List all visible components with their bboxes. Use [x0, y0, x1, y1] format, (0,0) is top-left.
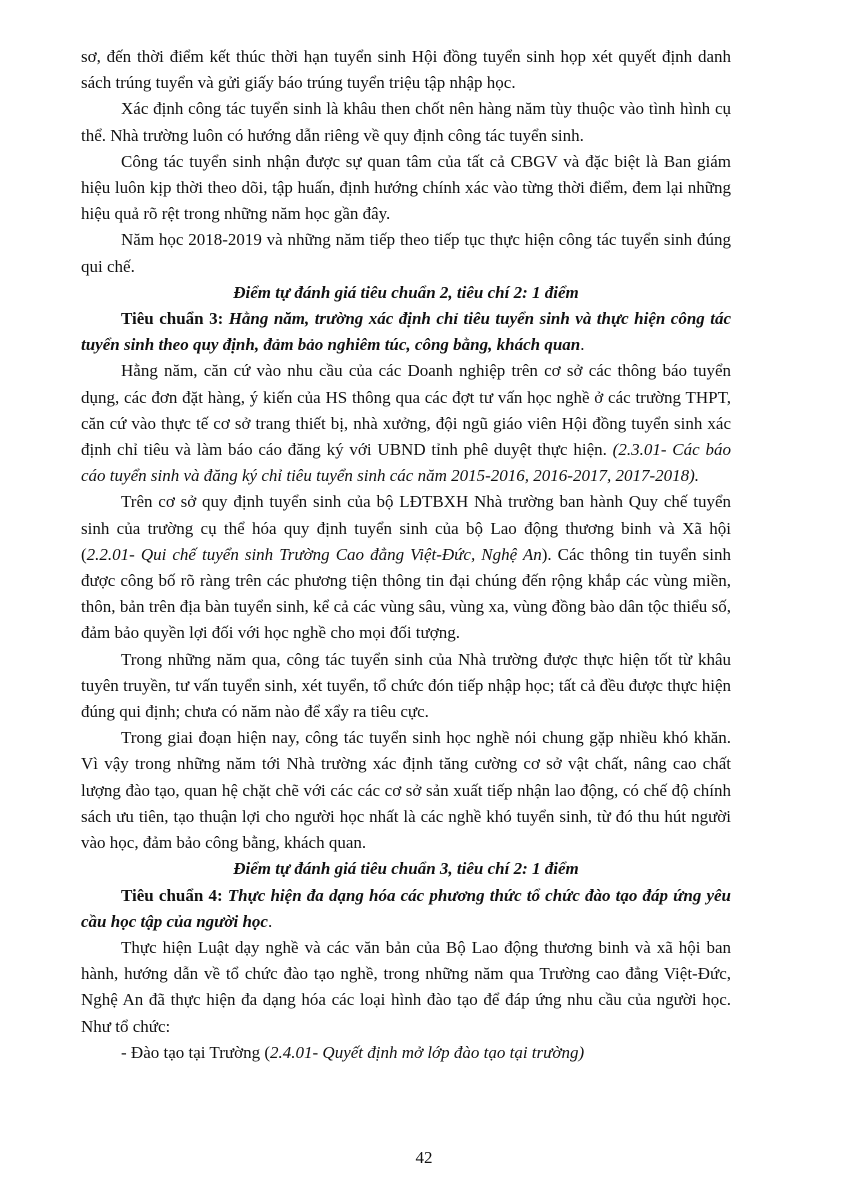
paragraph-3: Công tác tuyển sinh nhận được sự quan tâm của tất cả CBGV và đặc biệt là Ban giám hiệu luôn kịp thời theo dõi, tập huấn, định hướng chính xác vào từng thời điểm, đem lại những hiệu quả rõ rệt trong những năm học gần đây. [81, 151, 731, 224]
paragraph-4: Năm học 2018-2019 và những năm tiếp theo tiếp tục thực hiện công tác tuyển sinh đúng qui chế. [81, 230, 731, 276]
paragraph-6-text-b: ). Các thông tin tuyển sinh được công bố rõ ràng trên các phương tiện thông tin đại chúng đến rộng khắp các vùng miền, thôn, bản trên địa bàn tuyển sinh, kể cả các vùng sâu, vùng xa, vùng đồng bào dân tộc thiểu số, đảm bảo quyền lợi đối với học nghề cho mọi đối tượng. [81, 544, 731, 643]
standard-3-title: Hằng năm, trường xác định chỉ tiêu tuyển sinh và thực hiện công tác tuyển sinh theo quy định, đảm bảo nghiêm túc, công bằng, khách quan [81, 309, 731, 355]
paragraph-5 [81, 358, 731, 489]
document-body [81, 44, 731, 1066]
paragraph-6-reference: 2.2.01- Qui chế tuyển sinh Trường Cao đẳng Việt-Đức, Nghệ An [86, 544, 542, 564]
standard-3-label: Tiêu chuẩn 3: [121, 309, 229, 329]
page-number: 42 [415, 1148, 433, 1167]
paragraph-6-text-a: Trên cơ sở quy định tuyển sinh của bộ LĐTBXH Nhà trường ban hành Quy chế tuyển sinh của trường cụ thể hóa quy định tuyển sinh của bộ Lao động thương binh và Xã hội ( [81, 492, 731, 564]
paragraph-9: Thực hiện Luật dạy nghề và các văn bản của Bộ Lao động thương binh và xã hội ban hành, hướng dẫn về tổ chức đào tạo nghề, trong những năm qua Trường cao đẳng Việt-Đức, Nghệ An đã thực hiện đa dạng hóa các loại hình đào tạo để đáp ứng nhu cầu của người học. Như tổ chức: [81, 937, 731, 1036]
paragraph-1: sơ, đến thời điểm kết thúc thời hạn tuyển sinh Hội đồng tuyển sinh họp xét quyết định danh sách trúng tuyển và gửi giấy báo trúng tuyển triệu tập nhập học. [81, 47, 731, 93]
standard-3-end: . [580, 335, 585, 355]
paragraph-10-reference: 2.4.01- Quyết định mở lớp đào tạo tại trường) [270, 1042, 585, 1062]
self-assessment-score-2-2: Điểm tự đánh giá tiêu chuẩn 2, tiêu chí 2: 1 điểm [233, 282, 579, 302]
paragraph-8: Trong giai đoạn hiện nay, công tác tuyển sinh học nghề nói chung gặp nhiều khó khăn. Vì vậy trong những năm tới Nhà trường xác định tăng cường cơ sở vật chất, nâng cao chất lượng đào tạo, quan hệ chặt chẽ với các các cơ sở sản xuất tiếp nhận lao động, có chế độ chính sách ưu tiên, tạo thuận lợi cho người học nhất là các nghề khó tuyển sinh, từ đó thu hút người vào học, đảm bảo công bằng, khách quan. [81, 728, 731, 853]
paragraph-10-text: - Đào tạo tại Trường ( [121, 1042, 270, 1062]
standard-4-title: Thực hiện đa dạng hóa các phương thức tổ chức đào tạo đáp ứng yêu cầu học tập của người học [81, 885, 732, 931]
standard-4-heading [81, 883, 731, 935]
paragraph-5-reference: (2.3.01- Các báo cáo tuyển sinh và đăng ký chỉ tiêu tuyển sinh các năm 2015-2016, 2016-2017, 2017-2018). [81, 440, 731, 486]
paragraph-10 [81, 1040, 731, 1066]
standard-4-end: . [267, 911, 273, 931]
paragraph-5-text: Hằng năm, căn cứ vào nhu cầu của các Doanh nghiệp trên cơ sở các thông báo tuyển dụng, các đơn đặt hàng, ý kiến của HS thông qua các đợt tư vấn học nghề ở các trường THPT, căn cứ vào thực tế cơ sở trang thiết bị, nhà xưởng, đội ngũ giáo viên Hội đồng tuyển sinh xác định chỉ tiêu và làm báo cáo đăng ký với UBND tỉnh phê duyệt thực hiện. [81, 361, 731, 460]
paragraph-2: Xác định công tác tuyển sinh là khâu then chốt nên hàng năm tùy thuộc vào tình hình cụ thể. Nhà trường luôn có hướng dẫn riêng về quy định công tác tuyển sinh. [81, 99, 731, 145]
standard-4-label: Tiêu chuẩn 4: [121, 885, 228, 905]
paragraph-7: Trong những năm qua, công tác tuyển sinh của Nhà trường được thực hiện tốt từ khâu tuyên truyền, tư vấn tuyển sinh, xét tuyển, tổ chức đón tiếp nhập học; tất cả đều được thực hiện đúng qui định; chưa có năm nào để xẩy ra tiêu cực. [81, 649, 731, 722]
standard-3-heading [81, 306, 731, 358]
paragraph-6 [81, 489, 731, 646]
self-assessment-score-3-2: Điểm tự đánh giá tiêu chuẩn 3, tiêu chí 2: 1 điểm [233, 859, 579, 879]
